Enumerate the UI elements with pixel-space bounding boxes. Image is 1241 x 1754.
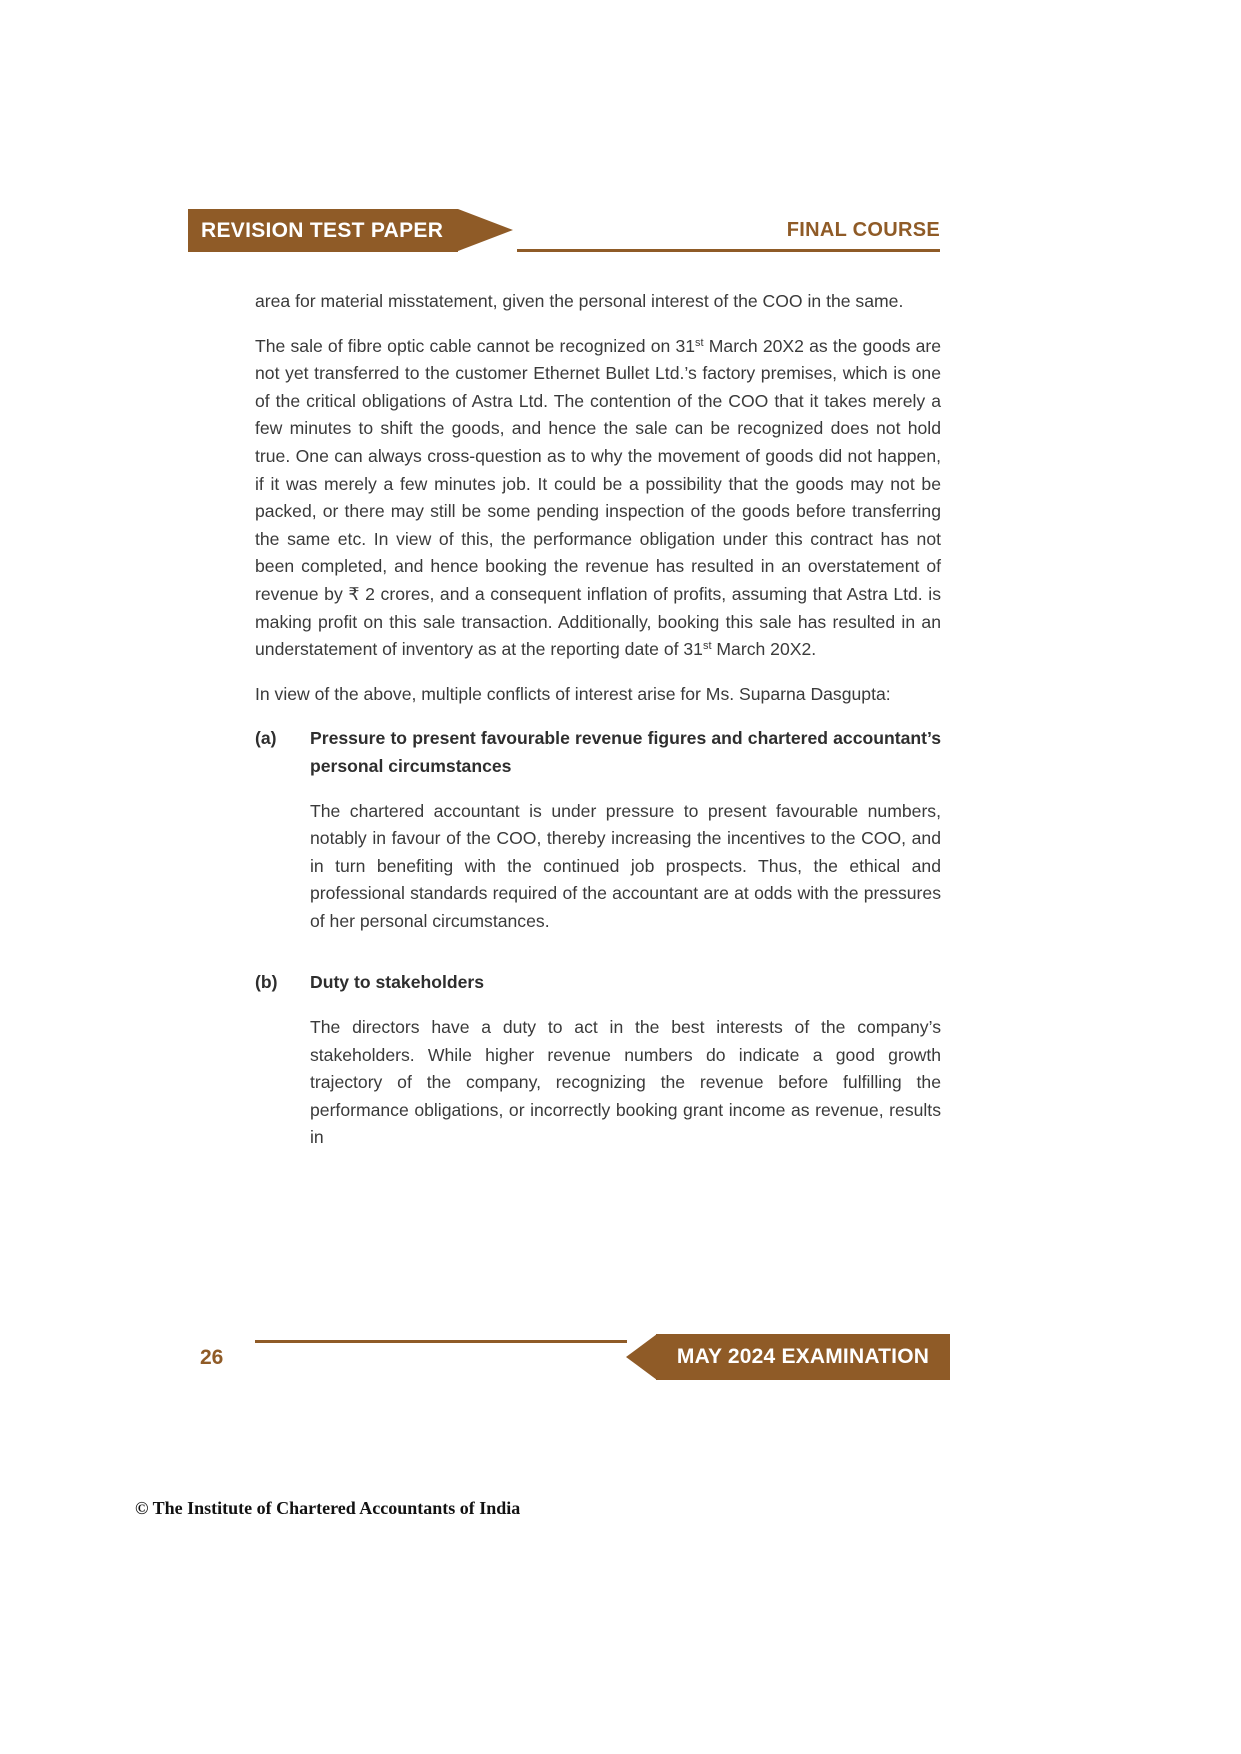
paragraph-2-run-2: March 20X2 as the goods are not yet transferred to the customer Ethernet Bullet Ltd.’s factory premises, which is one of the critical obligations of Astra Ltd. The contention of the COO that it takes merely a few minutes to shift the goods, and hence the sale can be recognized does not hold true. One can always cross-question as to why the movement of goods did not happen, if it was merely a few minutes job. It could be a possibility that the goods may not be packed, or there may still be some pending inspection of the goods before transferring the same etc. In view of this, the performance obligation under this contract has not been completed, and hence booking the revenue has resulted in an overstatement of revenue by ₹ 2 crores, and a consequent inflation of profits, assuming that Astra Ltd. is making profit on this sale transaction. Additionally, booking this sale has resulted in an understatement of inventory as at the reporting date of 31 <box>255 335 941 660</box>
course-title: FINAL COURSE <box>786 219 940 241</box>
paragraph-1: area for material misstatement, given the personal interest of the COO in the same. <box>255 291 904 311</box>
header-banner <box>188 209 458 252</box>
header-banner-label: REVISION TEST PAPER <box>201 218 444 242</box>
list-item-b-body <box>310 969 941 1169</box>
header-banner-arrow-icon <box>458 209 513 251</box>
paragraph-2 <box>255 333 941 664</box>
header-rule <box>517 249 940 252</box>
list-item-a-body <box>310 725 941 952</box>
list-heading-a: Pressure to present favourable revenue figures and chartered accountant’s personal circumstances <box>310 728 941 776</box>
footer-banner-arrow-icon <box>626 1334 657 1380</box>
paragraph-3: In view of the above, multiple conflicts of interest arise for Ms. Suparna Dasgupta: <box>255 683 891 704</box>
copyright-notice: © The Institute of Chartered Accountants of India <box>135 1498 521 1518</box>
superscript-st-1: st <box>695 336 704 349</box>
paragraph-2-run-3: March 20X2. <box>711 639 817 660</box>
page-content <box>255 288 941 1186</box>
footer-banner-label: MAY 2024 EXAMINATION <box>676 1345 930 1368</box>
list-marker-b: (b) <box>255 972 278 993</box>
superscript-st-2: st <box>702 640 712 653</box>
list-item-a <box>255 725 941 952</box>
list-text-b: The directors have a duty to act in the best interests of the company’s stakeholders. While higher revenue numbers do indicate a good growth trajectory of the company, recognizing the revenue before fulfilling the performance obligations, or incorrectly booking grant income as revenue, results in <box>310 1017 941 1148</box>
footer-banner <box>656 1334 950 1380</box>
list-heading-b: Duty to stakeholders <box>310 972 485 993</box>
footer-rule <box>255 1340 627 1343</box>
page-number: 26 <box>200 1346 224 1369</box>
list-item-b <box>255 969 941 1169</box>
list-text-a: The chartered accountant is under pressure to present favourable numbers, notably in favour of the COO, thereby increasing the incentives to the COO, and in turn benefiting with the continued job prospects. Thus, the ethical and professional standards required of the accountant are at odds with the pressures of her personal circumstances. <box>310 800 941 931</box>
paragraph-2-run-1: The sale of fibre optic cable cannot be recognized on 31 <box>255 335 696 356</box>
list-marker-a: (a) <box>255 728 277 749</box>
